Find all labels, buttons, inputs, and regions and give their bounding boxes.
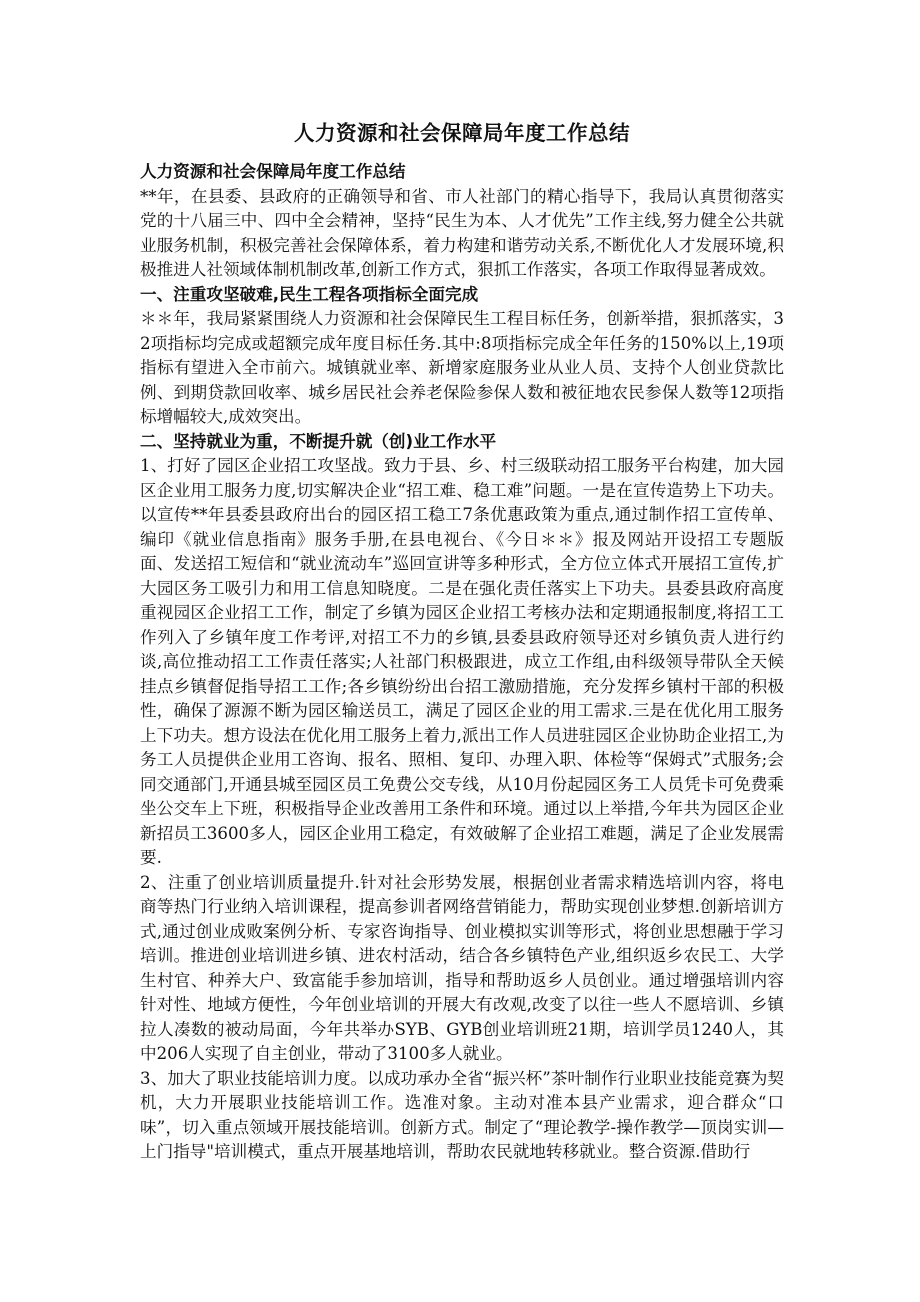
section-1-heading: 一、注重攻坚破难,民生工程各项指标全面完成 bbox=[140, 284, 479, 304]
section-2-paragraph-2: 2、注重了创业培训质量提升.针对社会形势发展，根据创业者需求精选培训内容，将电商等热门行业纳入培训课程，提高参训者网络营销能力，帮助实现创业梦想.创新培训方式,通过创业成败案例分析、专家咨询指导、创业模拟实训等形式，将创业思想融于学习培训。推进创业培训进乡镇、进农村活动，结合各乡镇特色产业,组织返乡农民工、大学生村官、种养大户、致富能手参加培训，指导和帮助返乡人员创业。通过增强培训内容针对性、地域方便性，今年创业培训的开展大有改观,改变了以往一些人不愿培训、乡镇拉人凑数的被动局面，今年共举办SYB、GYB创业培训班21期，培训学员1240人，其中206人实现了自主创业，带动了3100多人就业。 bbox=[140, 872, 784, 1063]
intro-paragraph: **年，在县委、县政府的正确领导和省、市人社部门的精心指导下，我局认真贯彻落实党的十八届三中、四中全会精神，坚持“民生为本、人才优先”工作主线,努力健全公共就业服务机制，积极完善社会保障体系，着力构建和谐劳动关系,不断优化人才发展环境,积极推进人社领域体制机制改革,创新工作方式，狠抓工作落实，各项工作取得显著成效。 bbox=[140, 186, 784, 279]
section-2-paragraph-3: 3、加大了职业技能培训力度。以成功承办全省“振兴杯”茶叶制作行业职业技能竞赛为契机，大力开展职业技能培训工作。选准对象。主动对准本县产业需求，迎合群众“口味”，切入重点领域开展技能培训。创新方式。制定了“理论教学-操作教学—顶岗实训—上门指导"培训模式，重点开展基地培训，帮助农民就地转移就业。整合资源.借助行 bbox=[140, 1068, 784, 1161]
document-title: 人力资源和社会保障局年度工作总结 bbox=[294, 121, 630, 145]
section-2-heading: 二、坚持就业为重，不断提升就（创)业工作水平 bbox=[140, 431, 497, 451]
document-subtitle: 人力资源和社会保障局年度工作总结 bbox=[140, 162, 406, 181]
section-1-paragraph: ＊＊年，我局紧紧围绕人力资源和社会保障民生工程目标任务，创新举措，狠抓落实，32项指标均完成或超额完成年度目标任务.其中:8项指标完成全年任务的150%以上,19项指标有望进入全市前六。城镇就业率、新增家庭服务业从业人员、支持个人创业贷款比例、到期贷款回收率、城乡居民社会养老保险参保人数和被征地农民参保人数等12项指标增幅较大,成效突出。 bbox=[140, 309, 784, 426]
section-2-paragraph-1: 1、打好了园区企业招工攻坚战。致力于县、乡、村三级联动招工服务平台构建，加大园区企业用工服务力度,切实解决企业“招工难、稳工难”问题。一是在宣传造势上下功夫。以宣传**年县委县政府出台的园区招工稳工7条优惠政策为重点,通过制作招工宣传单、编印《就业信息指南》服务手册,在县电视台、《今日＊＊》报及网站开设招工专题版面、发送招工短信和“就业流动车”巡回宣讲等多种形式，全方位立体式开展招工宣传,扩大园区务工吸引力和用工信息知晓度。二是在强化责任落实上下功夫。县委县政府高度重视园区企业招工工作，制定了乡镇为园区企业招工考核办法和定期通报制度,将招工工作列入了乡镇年度工作考评,对招工不力的乡镇,县委县政府领导还对乡镇负责人进行约谈,高位推动招工工作责任落实;人社部门积极跟进，成立工作组,由科级领导带队全天候挂点乡镇督促指导招工工作;各乡镇纷纷出台招工激励措施，充分发挥乡镇村干部的积极性，确保了源源不断为园区输送员工，满足了园区企业的用工需求.三是在优化用工服务上下功夫。想方设法在优化用工服务上着力,派出工作人员进驻园区企业协助企业招工,为务工人员提供企业用工咨询、报名、照相、复印、办理入职、体检等“保姆式”式服务;会同交通部门,开通县城至园区员工免费公交专线，从10月份起园区务工人员凭卡可免费乘坐公交车上下班，积极指导企业改善用工条件和环境。通过以上举措,今年共为园区企业新招员工3600多人，园区企业用工稳定，有效破解了企业招工难题，满足了企业发展需要. bbox=[140, 456, 784, 867]
document-page bbox=[140, 118, 784, 1165]
